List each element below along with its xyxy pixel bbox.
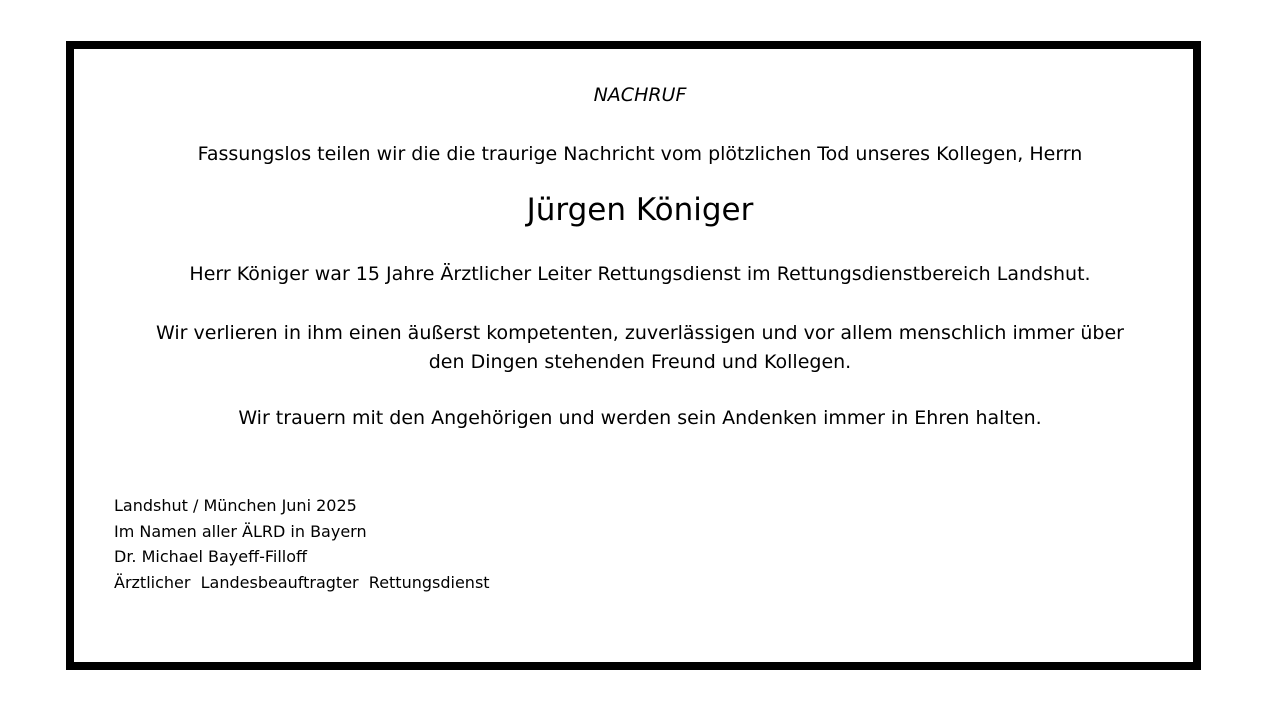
signer-title: Ärztlicher Landesbeauftragter Rettungsdienst bbox=[114, 572, 490, 592]
tribute-paragraph bbox=[0, 319, 1280, 377]
career-paragraph: Herr Königer war 15 Jahre Ärztlicher Leiter Rettungsdienst im Rettungsdienstbereich Landshut. bbox=[189, 263, 1091, 285]
obituary-heading: NACHRUF bbox=[593, 84, 687, 106]
place-date: Landshut / München Juni 2025 bbox=[114, 496, 357, 515]
deceased-name: Jürgen Königer bbox=[526, 192, 754, 228]
tribute-line-2: den Dingen stehenden Freund und Kollegen. bbox=[428, 351, 852, 373]
signer-name: Dr. Michael Bayeff-Filloff bbox=[114, 547, 308, 566]
mourning-paragraph: Wir trauern mit den Angehörigen und werden sein Andenken immer in Ehren halten. bbox=[238, 407, 1042, 429]
on-behalf-line: Im Namen aller ÄLRD in Bayern bbox=[114, 521, 367, 541]
intro-text: Fassungslos teilen wir die die traurige Nachricht vom plötzlichen Tod unseres Kollegen, Herrn bbox=[197, 143, 1083, 165]
tribute-line-1: Wir verlieren in ihm einen äußerst kompetenten, zuverlässigen und vor allem menschlich immer über bbox=[156, 322, 1124, 344]
signature-block bbox=[114, 493, 490, 595]
